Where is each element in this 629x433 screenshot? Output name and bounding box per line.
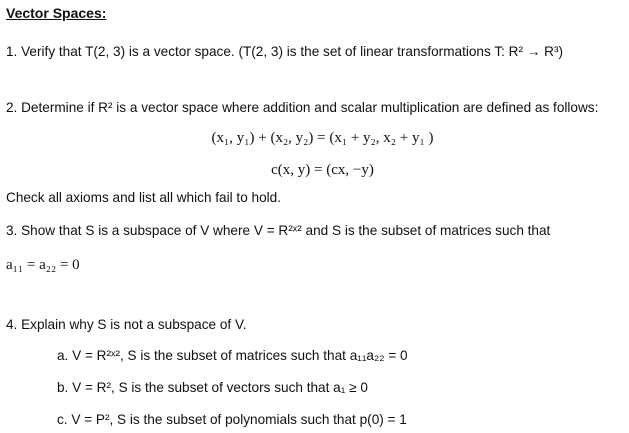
question-4-item-b: b. V = R², S is the subset of vectors such that a₁ ≥ 0 (57, 380, 368, 395)
question-1: 1. Verify that T(2, 3) is a vector space. (T(2, 3) is the set of linear transformations T: R² → R³) (6, 44, 564, 59)
question-4: 4. Explain why S is not a subspace of V. (6, 317, 247, 332)
question-4-item-c: c. V = P², S is the subset of polynomials such that p(0) = 1 (57, 412, 407, 427)
addition-equation: (x₁, y₁) + (x₂, y₂) = (x₁ + y₂, x₂ + y₁ ) (211, 130, 434, 146)
question-4-item-a: a. V = R²ˣ², S is the subset of matrices such that a₁₁a₂₂ = 0 (57, 348, 408, 363)
question-2-note: Check all axioms and list all which fail to hold. (6, 190, 282, 205)
section-title: Vector Spaces: (6, 5, 107, 21)
question-3-condition: a₁₁ = a₂₂ = 0 (6, 257, 80, 273)
scalar-multiplication-equation: c(x, y) = (cx, −y) (271, 162, 374, 178)
question-2: 2. Determine if R² is a vector space where addition and scalar multiplication are defined as follows: (6, 100, 599, 115)
question-3: 3. Show that S is a subspace of V where V = R²ˣ² and S is the subset of matrices such that (6, 223, 551, 238)
